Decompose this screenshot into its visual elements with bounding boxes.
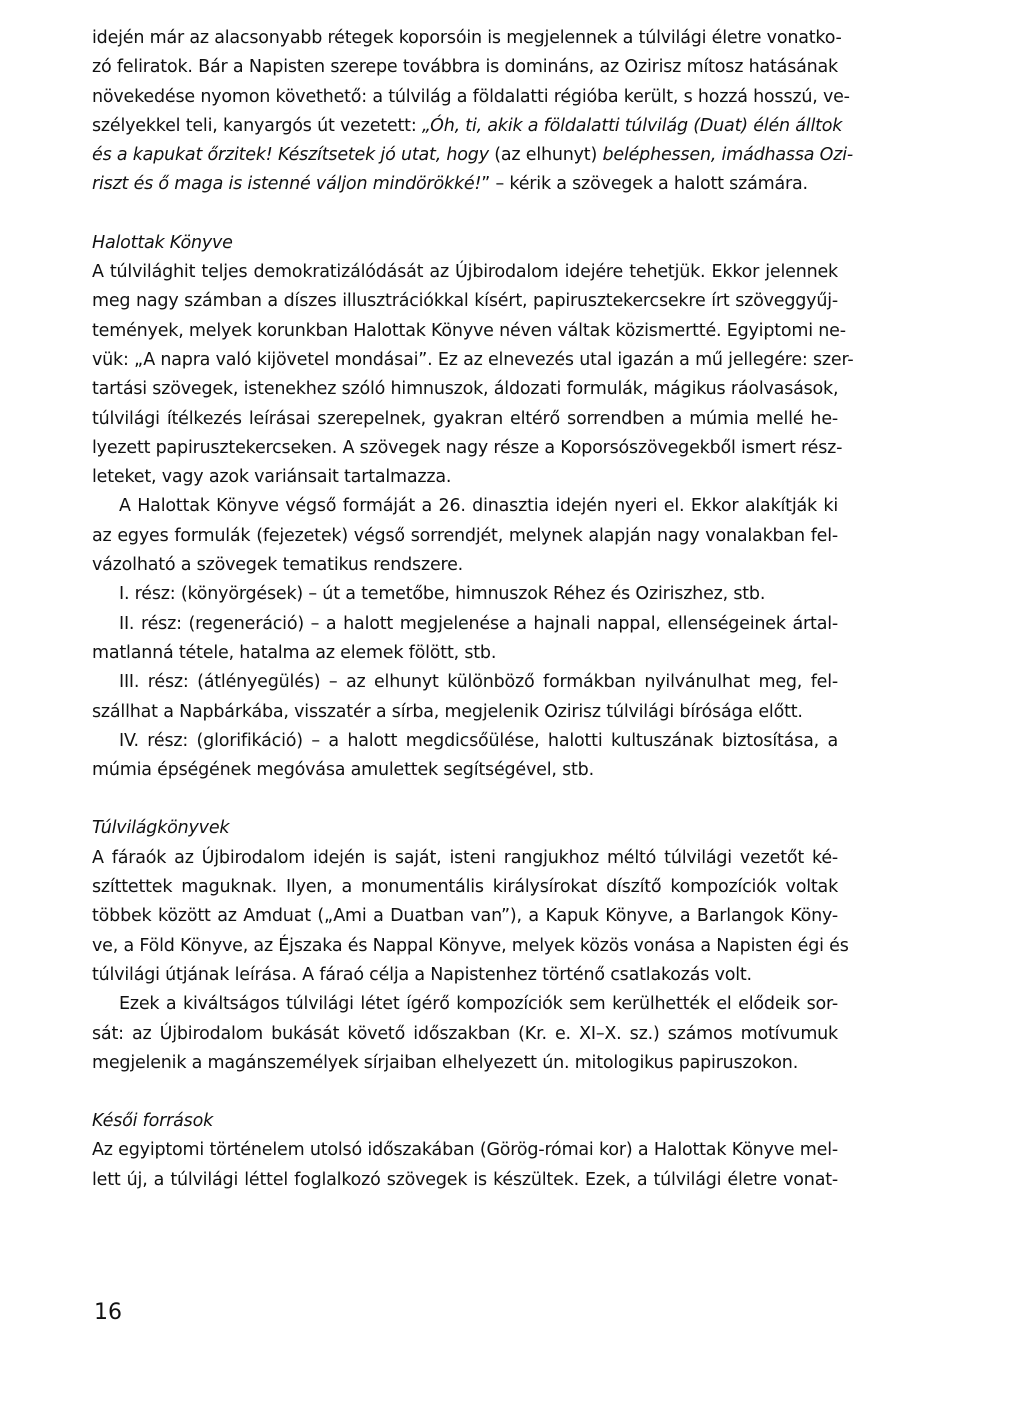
- text-line: temények, melyek korunkban Halottak Könyve néven váltak közismertté. Egyiptomi ne-: [92, 320, 846, 341]
- page-body: [92, 24, 854, 1195]
- text-line: Ezek a kiváltságos túlvilági létet ígérő kompozíciók sem kerülhették el elődeik sor-: [119, 994, 838, 1015]
- list-item: [92, 610, 838, 669]
- text-line: megjelenik a magánszemélyek sírjaiban elhelyezett ún. mitologikus papiruszokon.: [92, 1052, 799, 1073]
- text-line: lyezett papirusztekercseken. A szövegek nagy része a Koporsószövegekből ismert rész-: [92, 437, 843, 458]
- text-line: leteket, vagy azok variánsait tartalmazza.: [92, 467, 452, 488]
- intro-paragraph: [92, 24, 853, 200]
- text-line: sát: az Újbirodalom bukását követő időszakban (Kr. e. XI–X. sz.) számos motívumuk: [92, 1023, 838, 1044]
- text-line: az egyes formulák (fejezetek) végső sorrendjét, melynek alapján nagy vonalakban fel-: [92, 525, 838, 546]
- text-line: vük: „A napra való kijövetel mondásai”. Ez az elnevezés utal igazán a mű jellegére: szer-: [92, 349, 854, 370]
- text-line: ve, a Föld Könyve, az Éjszaka és Nappal Könyve, melyek közös vonása a Napisten égi és: [92, 935, 849, 956]
- text-line: III. rész: (átlényegülés) – az elhunyt különböző formákban nyilvánulhat meg, fel-: [119, 672, 838, 693]
- text-line: IV. rész: (glorifikáció) – a halott megdicsőülése, halotti kultuszának biztosítása, a: [119, 730, 838, 751]
- list-item: [92, 580, 838, 609]
- text-line: A túlvilághit teljes demokratizálódását az Újbirodalom idejére tehetjük. Ekkor jelennek: [92, 262, 838, 283]
- text-line: meg nagy számban a díszes illusztrációkkal kísért, papirusztekercsekre írt szöveggyűj-: [92, 291, 838, 312]
- text-line: szállhat a Napbárkába, visszatér a sírba, megjelenik Ozirisz túlvilági bírósága előtt.: [92, 701, 803, 722]
- text-run: ” – kérik a szövegek a halott számára.: [481, 174, 808, 195]
- quote-run: beléphessen, imádhassa Ozi-: [602, 145, 853, 166]
- page-number: 16: [94, 1300, 122, 1325]
- paragraph: [92, 844, 849, 990]
- text-line: I. rész: (könyörgések) – út a temetőbe, himnuszok Réhez és Oziriszhez, stb.: [119, 584, 766, 605]
- paragraph: [92, 990, 838, 1078]
- paragraph: [92, 492, 838, 580]
- text-line: tartási szövegek, istenekhez szóló himnuszok, áldozati formulák, mágikus ráolvasások,: [92, 379, 839, 400]
- list-item: [92, 668, 838, 727]
- text-line: többek között az Amduat („Ami a Duatban van”), a Kapuk Könyve, a Barlangok Köny-: [92, 906, 838, 927]
- text-line: [92, 141, 853, 170]
- text-line: növekedése nyomon követhető: a túlvilág a földalatti régióba került, s hozzá hosszú, ve-: [92, 86, 850, 107]
- text-line: múmia épségének megóvása amulettek segítségével, stb.: [92, 760, 594, 781]
- text-line: zó feliratok. Bár a Napisten szerepe továbbra is domináns, az Ozirisz mítosz hatásának: [92, 57, 838, 78]
- text-line: lett új, a túlvilági léttel foglalkozó szövegek is készültek. Ezek, a túlvilági életre vonat-: [92, 1169, 838, 1190]
- quote-run: riszt és ő maga is istenné váljon mindörökké!: [92, 174, 482, 195]
- quote-run: és a kapukat őrzitek! Készítsetek jó utat, hogy: [92, 145, 489, 166]
- text-line: A Halottak Könyve végső formáját a 26. dinasztia idején nyeri el. Ekkor alakítják ki: [119, 496, 838, 517]
- section-heading: Késői források: [92, 1111, 214, 1132]
- text-line: A fáraók az Újbirodalom idején is saját, isteni rangjukhoz méltó túlvilági vezetőt ké-: [92, 847, 838, 868]
- text-line: idején már az alacsonyabb rétegek koporsóin is megjelennek a túlvilági életre vonatko-: [92, 28, 842, 48]
- quote-run: „Óh, ti, akik a földalatti túlvilág (Duat) élén álltok: [421, 115, 843, 136]
- text-line: vázolható a szövegek tematikus rendszere.: [92, 555, 464, 576]
- text-line: [92, 112, 843, 141]
- text-line: Az egyiptomi történelem utolsó időszakában (Görög-római kor) a Halottak Könyve mel-: [92, 1140, 838, 1161]
- text-line: túlvilági útjának leírása. A fáraó célja a Napistenhez történő csatlakozás volt.: [92, 964, 752, 985]
- text-run: szélyekkel teli, kanyargós út vezetett:: [92, 115, 422, 136]
- text-line: II. rész: (regeneráció) – a halott megjelenése a hajnali nappal, ellenségeinek ártal-: [119, 613, 838, 634]
- text-run: (az elhunyt): [488, 145, 603, 166]
- text-line: [92, 170, 838, 199]
- text-line: túlvilági ítélkezés leírásai szerepelnek, gyakran eltérő sorrendben a múmia mellé he-: [92, 408, 838, 429]
- section-heading: Halottak Könyve: [92, 232, 233, 253]
- list-item: [92, 727, 838, 786]
- text-line: szíttettek maguknak. Ilyen, a monumentális királysírokat díszítő kompozíciók voltak: [92, 877, 838, 898]
- section-heading: Túlvilágkönyvek: [92, 818, 230, 839]
- paragraph: [92, 258, 854, 492]
- paragraph: [92, 1136, 838, 1195]
- text-line: matlanná tétele, hatalma az elemek fölött, stb.: [92, 642, 497, 663]
